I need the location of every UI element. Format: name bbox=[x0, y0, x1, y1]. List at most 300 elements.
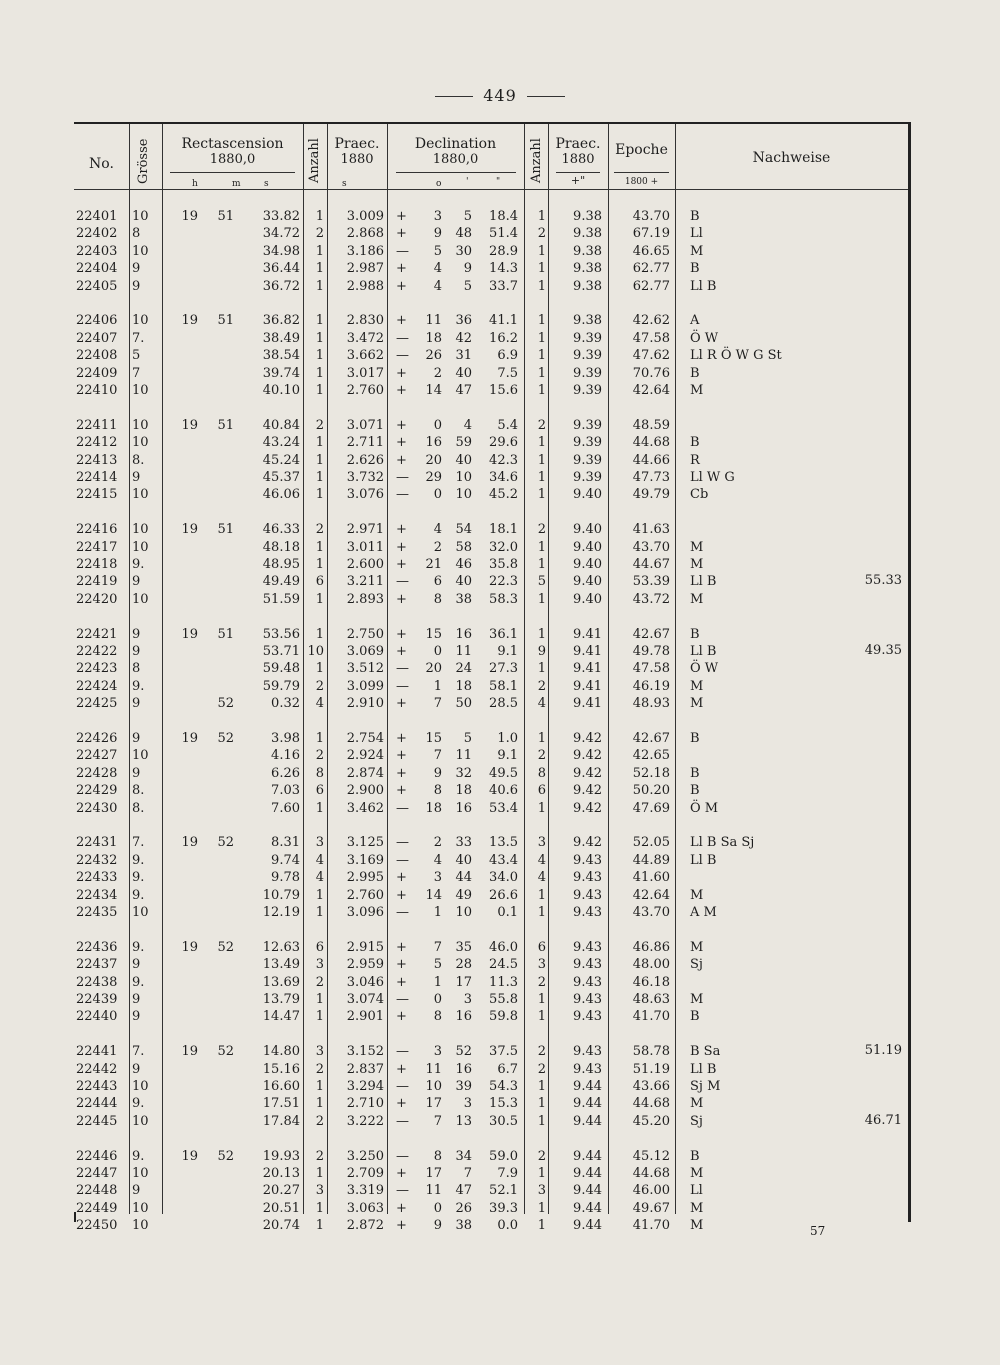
cell-groesse: 9 bbox=[132, 957, 141, 973]
cell-anzahl: 1 bbox=[315, 1166, 324, 1181]
table-row bbox=[74, 660, 908, 678]
cell-decl-sec: 11.3 bbox=[489, 974, 518, 990]
cell-anzahl-2: 1 bbox=[537, 470, 546, 485]
star-catalog-table bbox=[74, 122, 911, 1234]
cell-decl-deg: 15 bbox=[425, 626, 442, 642]
table-row bbox=[74, 747, 908, 765]
cell-anzahl-2: 6 bbox=[537, 783, 546, 799]
cell-epoche: 47.58 bbox=[632, 330, 670, 346]
cell-praec-2: 9.40 bbox=[573, 487, 602, 503]
cell-groesse: 7. bbox=[132, 330, 145, 346]
cell-decl-sign: + bbox=[396, 731, 407, 746]
table-row bbox=[74, 452, 908, 470]
cell-groesse: 8. bbox=[132, 800, 145, 816]
cell-praec-2: 9.42 bbox=[573, 748, 602, 764]
cell-epoche: 49.67 bbox=[632, 1200, 670, 1216]
cell-nachweise: B bbox=[690, 1148, 700, 1164]
cell-groesse: 9. bbox=[132, 939, 145, 955]
cell-anzahl-2: 5 bbox=[537, 574, 546, 590]
cell-anzahl-2: 1 bbox=[537, 1218, 546, 1234]
cell-decl-sign: — bbox=[396, 243, 409, 259]
cell-praec: 2.988 bbox=[346, 278, 384, 294]
cell-anzahl-2: 1 bbox=[537, 539, 546, 555]
cell-praec: 3.046 bbox=[346, 974, 384, 990]
cell-anzahl-2: 1 bbox=[537, 365, 546, 381]
cell-decl-deg: 2 bbox=[433, 539, 442, 555]
cell-ra-s: 17.51 bbox=[262, 1096, 300, 1112]
header-praec-unit: s bbox=[342, 179, 347, 189]
cell-praec-2: 9.43 bbox=[573, 957, 602, 973]
cell-groesse: 9. bbox=[132, 887, 145, 903]
cell-nachweise: B bbox=[690, 435, 700, 451]
table-row bbox=[74, 765, 908, 783]
table-row bbox=[74, 782, 908, 800]
cell-praec-2: 9.44 bbox=[573, 1096, 602, 1112]
cell-decl-sign: — bbox=[396, 678, 409, 694]
cell-no: 22425 bbox=[76, 696, 118, 712]
cell-no: 22423 bbox=[76, 661, 118, 677]
cell-anzahl-2: 6 bbox=[537, 939, 546, 955]
cell-ra-s: 59.48 bbox=[262, 661, 300, 677]
cell-decl-sec: 24.5 bbox=[489, 957, 518, 973]
cell-praec: 3.074 bbox=[346, 992, 384, 1007]
cell-decl-min: 33 bbox=[455, 835, 472, 851]
cell-decl-sec: 41.1 bbox=[489, 313, 518, 329]
cell-no: 22445 bbox=[76, 1113, 118, 1129]
cell-anzahl-2: 1 bbox=[537, 1200, 546, 1216]
cell-ra-m: 52 bbox=[217, 1044, 234, 1060]
cell-ra-s: 12.63 bbox=[262, 939, 300, 955]
cell-decl-deg: 14 bbox=[425, 887, 442, 903]
cell-praec: 2.971 bbox=[346, 522, 384, 538]
cell-ra-s: 7.60 bbox=[271, 800, 300, 816]
cell-epoche: 44.66 bbox=[632, 452, 670, 468]
cell-epoche: 51.19 bbox=[632, 1061, 670, 1077]
cell-anzahl: 3 bbox=[315, 1044, 324, 1060]
header-praec-2: Praec. bbox=[555, 136, 601, 152]
cell-decl-sec: 34.6 bbox=[489, 470, 518, 485]
cell-decl-sign: — bbox=[396, 487, 409, 503]
cell-decl-min: 32 bbox=[455, 765, 472, 781]
cell-decl-deg: 6 bbox=[433, 574, 442, 590]
cell-anzahl: 2 bbox=[315, 678, 324, 694]
cell-decl-min: 47 bbox=[455, 1183, 472, 1199]
cell-praec: 3.076 bbox=[346, 487, 384, 503]
cell-nachweise: M bbox=[690, 243, 704, 259]
cell-anzahl: 2 bbox=[315, 417, 324, 433]
cell-decl-sign: + bbox=[396, 748, 407, 764]
cell-no: 22428 bbox=[76, 765, 118, 781]
cell-nachweise: M bbox=[690, 678, 704, 694]
cell-decl-min: 17 bbox=[455, 974, 472, 990]
header-groesse: Grösse bbox=[136, 138, 151, 184]
cell-decl-sec: 22.3 bbox=[489, 574, 518, 590]
cell-no: 22404 bbox=[76, 261, 118, 277]
header-praec-year: 1880 bbox=[340, 152, 374, 167]
cell-no: 22444 bbox=[76, 1096, 118, 1112]
cell-epoche: 46.65 bbox=[632, 243, 670, 259]
cell-decl-sec: 53.4 bbox=[489, 800, 518, 816]
cell-anzahl-2: 1 bbox=[537, 1166, 546, 1181]
cell-anzahl-2: 1 bbox=[537, 383, 546, 398]
cell-nachweise: Sj bbox=[690, 957, 703, 973]
cell-anzahl: 1 bbox=[315, 661, 324, 677]
cell-epoche: 48.59 bbox=[632, 417, 670, 433]
cell-praec: 2.987 bbox=[346, 261, 384, 277]
cell-groesse: 9 bbox=[132, 261, 141, 277]
cell-epoche: 49.79 bbox=[632, 487, 670, 503]
header-decl-deg: o bbox=[436, 179, 442, 189]
margin-note: 49.35 bbox=[864, 643, 902, 658]
cell-decl-min: 31 bbox=[455, 348, 472, 364]
cell-epoche: 45.20 bbox=[632, 1113, 670, 1129]
cell-decl-sign: + bbox=[396, 974, 407, 990]
cell-praec-2: 9.44 bbox=[573, 1183, 602, 1199]
cell-decl-deg: 11 bbox=[425, 1183, 442, 1199]
cell-decl-deg: 15 bbox=[425, 731, 442, 746]
cell-epoche: 49.78 bbox=[632, 644, 670, 659]
cell-anzahl: 1 bbox=[315, 313, 324, 329]
cell-anzahl-2: 1 bbox=[537, 452, 546, 468]
cell-anzahl-2: 1 bbox=[537, 261, 546, 277]
cell-anzahl-2: 2 bbox=[537, 417, 546, 433]
cell-ra-s: 53.56 bbox=[262, 626, 300, 642]
cell-anzahl: 2 bbox=[315, 1148, 324, 1164]
page-number bbox=[0, 86, 1000, 105]
cell-decl-min: 3 bbox=[463, 992, 472, 1007]
table-row bbox=[74, 539, 908, 557]
cell-groesse: 9. bbox=[132, 852, 145, 868]
cell-decl-sec: 30.5 bbox=[489, 1113, 518, 1129]
cell-decl-sign: — bbox=[396, 348, 409, 364]
cell-nachweise: B bbox=[690, 765, 700, 781]
cell-decl-sign: + bbox=[396, 539, 407, 555]
cell-anzahl-2: 2 bbox=[537, 748, 546, 764]
cell-groesse: 9. bbox=[132, 1148, 145, 1164]
cell-ra-s: 36.72 bbox=[262, 278, 300, 294]
cell-decl-sec: 40.6 bbox=[489, 783, 518, 799]
cell-ra-s: 46.06 bbox=[262, 487, 300, 503]
cell-no: 22429 bbox=[76, 783, 118, 799]
header-ra-h: h bbox=[192, 179, 198, 189]
cell-anzahl: 1 bbox=[315, 278, 324, 294]
cell-anzahl-2: 1 bbox=[537, 661, 546, 677]
cell-decl-sec: 42.3 bbox=[489, 452, 518, 468]
cell-ra-s: 20.27 bbox=[262, 1183, 300, 1199]
cell-epoche: 52.05 bbox=[632, 835, 670, 851]
cell-groesse: 10 bbox=[132, 243, 149, 259]
cell-praec-2: 9.42 bbox=[573, 765, 602, 781]
cell-praec-2: 9.43 bbox=[573, 887, 602, 903]
cell-decl-deg: 7 bbox=[433, 748, 442, 764]
cell-anzahl: 3 bbox=[315, 957, 324, 973]
cell-praec: 3.472 bbox=[346, 330, 384, 346]
header-decl-epoch: 1880,0 bbox=[432, 152, 479, 167]
cell-anzahl-2: 1 bbox=[537, 348, 546, 364]
cell-decl-sec: 49.5 bbox=[489, 765, 518, 781]
cell-praec-2: 9.43 bbox=[573, 870, 602, 886]
cell-decl-min: 59 bbox=[455, 435, 472, 451]
cell-groesse: 8 bbox=[132, 226, 141, 242]
table-row bbox=[74, 678, 908, 696]
cell-decl-sec: 7.5 bbox=[497, 365, 518, 381]
cell-groesse: 10 bbox=[132, 1218, 149, 1234]
cell-decl-sign: — bbox=[396, 1044, 409, 1060]
table-row bbox=[74, 225, 908, 243]
cell-anzahl-2: 1 bbox=[537, 435, 546, 451]
cell-anzahl: 1 bbox=[315, 1218, 324, 1234]
cell-decl-sec: 52.1 bbox=[489, 1183, 518, 1199]
cell-no: 22405 bbox=[76, 278, 118, 294]
cell-groesse: 9 bbox=[132, 644, 141, 659]
cell-anzahl-2: 2 bbox=[537, 1148, 546, 1164]
cell-groesse: 10 bbox=[132, 591, 149, 607]
cell-nachweise: Ll B bbox=[690, 278, 717, 294]
table-row bbox=[74, 1078, 908, 1096]
cell-decl-min: 16 bbox=[455, 1009, 472, 1025]
cell-decl-min: 44 bbox=[455, 870, 472, 886]
table-row bbox=[74, 486, 908, 504]
cell-decl-sign: + bbox=[396, 783, 407, 799]
cell-groesse: 9 bbox=[132, 731, 141, 746]
header-praec-2-year: 1880 bbox=[561, 152, 595, 167]
cell-decl-sec: 18.1 bbox=[489, 522, 518, 538]
cell-decl-sign: — bbox=[396, 470, 409, 485]
cell-praec-2: 9.38 bbox=[573, 313, 602, 329]
cell-anzahl: 4 bbox=[315, 696, 324, 712]
cell-decl-min: 38 bbox=[455, 1218, 472, 1234]
cell-ra-h: 19 bbox=[181, 209, 198, 224]
cell-epoche: 42.62 bbox=[632, 313, 670, 329]
table-row bbox=[74, 1148, 908, 1166]
cell-praec-2: 9.42 bbox=[573, 835, 602, 851]
cell-ra-s: 45.24 bbox=[262, 452, 300, 468]
cell-praec: 2.910 bbox=[346, 696, 384, 712]
cell-ra-h: 19 bbox=[181, 626, 198, 642]
cell-nachweise: M bbox=[690, 1096, 704, 1112]
cell-praec-2: 9.43 bbox=[573, 1009, 602, 1025]
cell-praec-2: 9.40 bbox=[573, 591, 602, 607]
cell-no: 22401 bbox=[76, 209, 118, 224]
cell-praec-2: 9.38 bbox=[573, 209, 602, 224]
cell-decl-deg: 10 bbox=[425, 1079, 442, 1094]
cell-ra-m: 52 bbox=[217, 939, 234, 955]
cell-no: 22424 bbox=[76, 678, 118, 694]
cell-ra-s: 48.18 bbox=[262, 539, 300, 555]
cell-praec-2: 9.39 bbox=[573, 435, 602, 451]
cell-ra-h: 19 bbox=[181, 1148, 198, 1164]
cell-decl-sec: 16.2 bbox=[489, 330, 518, 346]
cell-epoche: 48.63 bbox=[632, 992, 670, 1007]
cell-epoche: 42.67 bbox=[632, 626, 670, 642]
cell-epoche: 43.70 bbox=[632, 539, 670, 555]
cell-ra-s: 59.79 bbox=[262, 678, 300, 694]
cell-praec-2: 9.43 bbox=[573, 939, 602, 955]
cell-decl-deg: 5 bbox=[433, 243, 442, 259]
cell-groesse: 9 bbox=[132, 1009, 141, 1025]
cell-decl-deg: 9 bbox=[433, 226, 442, 242]
cell-anzahl-2: 2 bbox=[537, 226, 546, 242]
cell-decl-sign: + bbox=[396, 939, 407, 955]
cell-praec-2: 9.39 bbox=[573, 330, 602, 346]
cell-decl-sec: 46.0 bbox=[489, 939, 518, 955]
cell-decl-sign: + bbox=[396, 870, 407, 886]
cell-praec: 3.222 bbox=[346, 1113, 384, 1129]
cell-praec: 2.900 bbox=[346, 783, 384, 799]
cell-nachweise: Ö W bbox=[690, 330, 719, 346]
cell-anzahl-2: 4 bbox=[537, 696, 546, 712]
cell-epoche: 62.77 bbox=[632, 261, 670, 277]
cell-decl-min: 34 bbox=[455, 1148, 472, 1164]
cell-decl-sec: 0.0 bbox=[497, 1218, 518, 1234]
cell-epoche: 41.70 bbox=[632, 1218, 670, 1234]
cell-anzahl: 1 bbox=[315, 591, 324, 607]
cell-decl-sign: + bbox=[396, 278, 407, 294]
cell-anzahl: 1 bbox=[315, 626, 324, 642]
cell-decl-sec: 1.0 bbox=[497, 731, 518, 746]
table-row bbox=[74, 591, 908, 609]
cell-decl-deg: 7 bbox=[433, 696, 442, 712]
table-row bbox=[74, 956, 908, 974]
table-row bbox=[74, 1165, 908, 1183]
cell-praec: 2.710 bbox=[346, 1096, 384, 1112]
cell-ra-s: 0.32 bbox=[271, 696, 300, 712]
cell-decl-sign: — bbox=[396, 905, 409, 920]
cell-decl-deg: 4 bbox=[433, 522, 442, 538]
cell-no: 22435 bbox=[76, 905, 118, 920]
cell-praec-2: 9.41 bbox=[573, 626, 602, 642]
cell-praec-2: 9.40 bbox=[573, 574, 602, 590]
cell-nachweise: B bbox=[690, 365, 700, 381]
cell-decl-sign: — bbox=[396, 992, 409, 1007]
cell-praec: 2.995 bbox=[346, 870, 384, 886]
cell-no: 22441 bbox=[76, 1044, 118, 1060]
table-row bbox=[74, 260, 908, 278]
cell-decl-sec: 37.5 bbox=[489, 1044, 518, 1060]
cell-decl-deg: 4 bbox=[433, 278, 442, 294]
cell-decl-sec: 35.8 bbox=[489, 557, 518, 572]
cell-anzahl-2: 1 bbox=[537, 800, 546, 816]
cell-nachweise: M bbox=[690, 696, 704, 712]
cell-ra-s: 20.13 bbox=[262, 1166, 300, 1181]
cell-ra-s: 13.69 bbox=[262, 974, 300, 990]
cell-praec: 2.600 bbox=[346, 557, 384, 572]
cell-anzahl: 1 bbox=[315, 1079, 324, 1094]
cell-nachweise: Cb bbox=[690, 487, 709, 503]
cell-no: 22427 bbox=[76, 748, 118, 764]
cell-decl-deg: 0 bbox=[433, 992, 442, 1007]
cell-anzahl-2: 1 bbox=[537, 591, 546, 607]
cell-praec: 3.319 bbox=[346, 1183, 384, 1199]
cell-nachweise: B bbox=[690, 1009, 700, 1025]
cell-ra-s: 10.79 bbox=[262, 887, 300, 903]
cell-groesse: 9 bbox=[132, 1183, 141, 1199]
cell-anzahl: 2 bbox=[315, 226, 324, 242]
cell-decl-min: 5 bbox=[463, 278, 472, 294]
cell-decl-deg: 2 bbox=[433, 835, 442, 851]
cell-decl-deg: 11 bbox=[425, 1061, 442, 1077]
cell-anzahl: 6 bbox=[315, 574, 324, 590]
cell-anzahl: 1 bbox=[315, 209, 324, 224]
cell-nachweise: M bbox=[690, 939, 704, 955]
header-praec: Praec. bbox=[334, 136, 380, 152]
cell-praec-2: 9.39 bbox=[573, 348, 602, 364]
cell-praec-2: 9.38 bbox=[573, 226, 602, 242]
cell-epoche: 58.78 bbox=[632, 1044, 670, 1060]
cell-anzahl-2: 1 bbox=[537, 731, 546, 746]
cell-decl-min: 5 bbox=[463, 209, 472, 224]
table-row bbox=[74, 347, 908, 365]
table-row bbox=[74, 1008, 908, 1026]
cell-groesse: 9 bbox=[132, 470, 141, 485]
cell-ra-s: 33.82 bbox=[262, 209, 300, 224]
cell-praec: 3.017 bbox=[346, 365, 384, 381]
table-row bbox=[74, 1043, 908, 1061]
cell-decl-sec: 28.5 bbox=[489, 696, 518, 712]
margin-note: 51.19 bbox=[864, 1043, 902, 1059]
cell-no: 22434 bbox=[76, 887, 118, 903]
header-epoche-unit: 1800 + bbox=[624, 177, 659, 187]
cell-ra-s: 6.26 bbox=[271, 765, 300, 781]
cell-praec: 3.096 bbox=[346, 905, 384, 920]
cell-no: 22448 bbox=[76, 1183, 118, 1199]
cell-epoche: 48.00 bbox=[632, 957, 670, 973]
table-row bbox=[74, 643, 908, 661]
cell-ra-m: 51 bbox=[217, 209, 234, 224]
cell-decl-sec: 9.1 bbox=[497, 748, 518, 764]
cell-praec-2: 9.40 bbox=[573, 522, 602, 538]
cell-praec-2: 9.42 bbox=[573, 731, 602, 746]
cell-nachweise: Ll B bbox=[690, 644, 717, 659]
cell-groesse: 10 bbox=[132, 313, 149, 329]
cell-anzahl-2: 2 bbox=[537, 974, 546, 990]
cell-epoche: 44.89 bbox=[632, 852, 670, 868]
cell-no: 22446 bbox=[76, 1148, 118, 1164]
cell-ra-s: 51.59 bbox=[262, 591, 300, 607]
cell-anzahl-2: 1 bbox=[537, 992, 546, 1007]
cell-anzahl: 1 bbox=[315, 330, 324, 346]
cell-decl-min: 38 bbox=[455, 591, 472, 607]
cell-nachweise: B bbox=[690, 261, 700, 277]
table-row bbox=[74, 730, 908, 748]
cell-nachweise: B bbox=[690, 209, 700, 224]
cell-praec: 2.626 bbox=[346, 452, 384, 468]
cell-epoche: 43.70 bbox=[632, 209, 670, 224]
cell-anzahl-2: 1 bbox=[537, 330, 546, 346]
page-number-dash-left bbox=[435, 96, 473, 97]
cell-decl-sign: — bbox=[396, 835, 409, 851]
table-row bbox=[74, 695, 908, 713]
cell-decl-min: 40 bbox=[455, 452, 472, 468]
cell-anzahl-2: 1 bbox=[537, 487, 546, 503]
cell-anzahl-2: 1 bbox=[537, 313, 546, 329]
table-row bbox=[74, 330, 908, 348]
cell-no: 22433 bbox=[76, 870, 118, 886]
cell-praec: 2.830 bbox=[346, 313, 384, 329]
cell-ra-h: 19 bbox=[181, 835, 198, 851]
cell-decl-min: 46 bbox=[455, 557, 472, 572]
cell-no: 22412 bbox=[76, 435, 118, 451]
header-ra-title: Rectascension bbox=[181, 136, 284, 152]
cell-ra-m: 51 bbox=[217, 417, 234, 433]
cell-decl-min: 58 bbox=[455, 539, 472, 555]
cell-no: 22449 bbox=[76, 1200, 118, 1216]
cell-nachweise: A M bbox=[690, 905, 717, 920]
cell-praec: 3.186 bbox=[346, 243, 384, 259]
cell-ra-s: 36.44 bbox=[262, 261, 300, 277]
cell-anzahl-2: 3 bbox=[537, 835, 546, 851]
cell-nachweise: B bbox=[690, 626, 700, 642]
